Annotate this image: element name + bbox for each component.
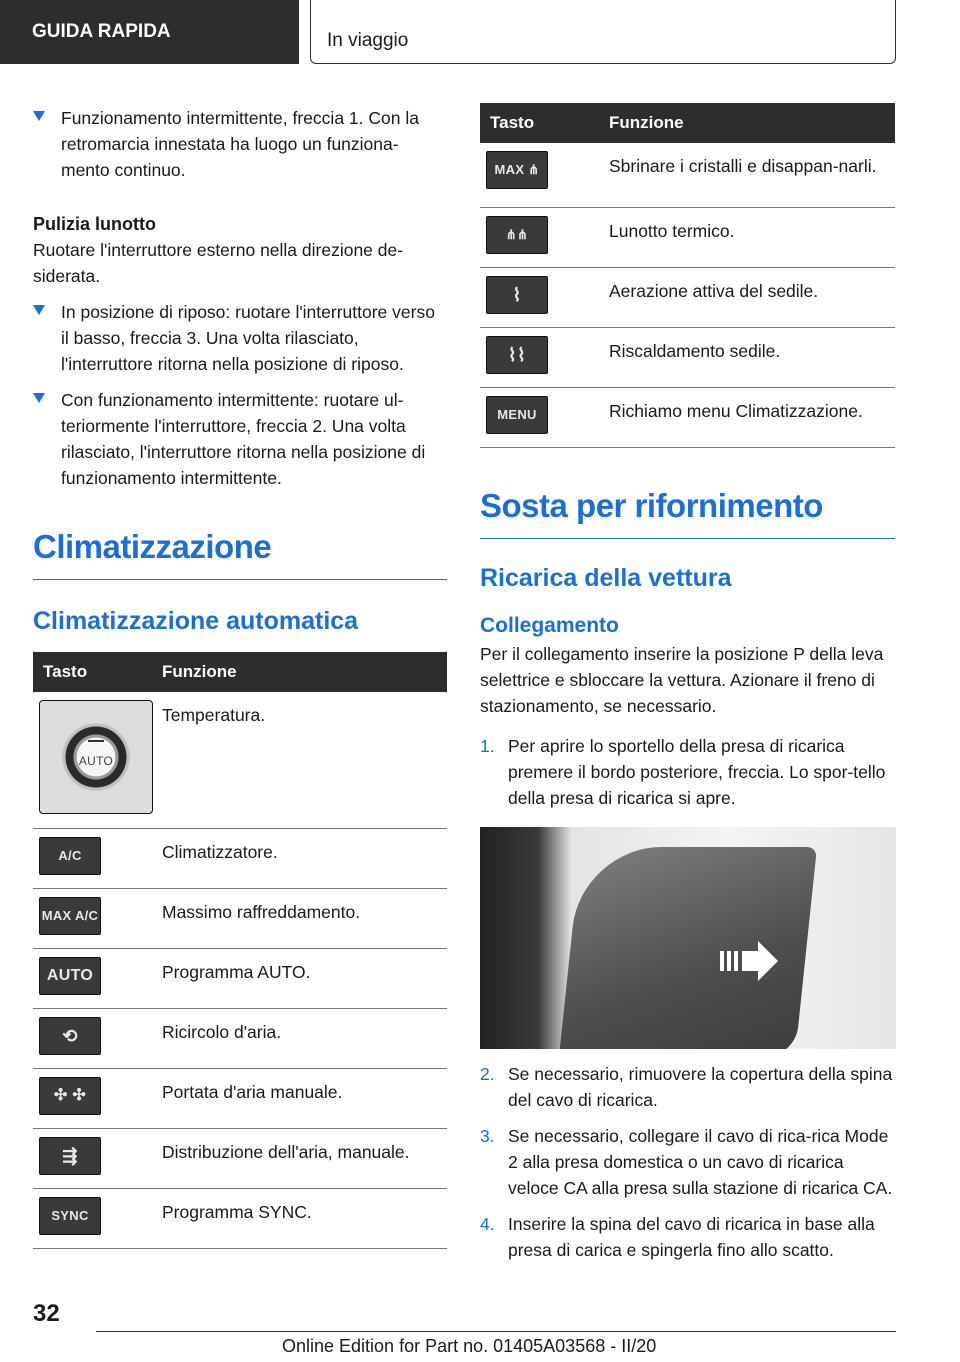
bullet-triangle-icon (33, 305, 45, 315)
bullet-text: Con funzionamento intermittente: ruotare ul‐teriormente l'interruttore, freccia 2. Una volta rilasciato, l'interruttore ritorna nella posizione di funzionamento intermittente. (61, 390, 426, 488)
fan-key-icon: ✣ ✣ (39, 1077, 101, 1115)
table-row (33, 888, 447, 948)
table-row (480, 267, 895, 327)
recirculation-key-icon: ⟲ (39, 1017, 101, 1055)
table-header-key: Tasto (33, 652, 155, 692)
list-item (480, 1123, 895, 1201)
step-number: 3. (480, 1125, 495, 1146)
step-number: 2. (480, 1063, 495, 1084)
table-cell: Lunotto termico. (602, 207, 895, 267)
list-item (33, 387, 447, 491)
table-row (480, 207, 895, 267)
header-section-label: GUIDA RAPIDA (32, 21, 171, 42)
bullet-triangle-icon (33, 111, 45, 121)
table-cell: Sbrinare i cristalli e disappan‐narli. (602, 143, 895, 207)
list-item (480, 1061, 895, 1113)
left-column (33, 100, 447, 1249)
sync-key-icon: SYNC (39, 1197, 101, 1235)
table-row (33, 948, 447, 1008)
bullet-text: In posizione di riposo: ruotare l'interruttore verso il basso, freccia 3. Una volta rilasciato, l'interruttore ritorna nella posizione di riposo. (61, 302, 435, 374)
seat-ventilation-key-icon: ⌇ (486, 276, 548, 314)
table-cell: Climatizzatore. (155, 828, 447, 888)
table-row (33, 1008, 447, 1068)
table-cell: Programma AUTO. (155, 948, 447, 1008)
table-cell: Ricircolo d'aria. (155, 1008, 447, 1068)
chapter-heading: Climatizzazione (33, 525, 447, 580)
table-row (33, 1128, 447, 1188)
page-number: 32 (33, 1300, 60, 1327)
header-section-tab (0, 0, 299, 64)
bullet-triangle-icon (33, 393, 45, 403)
step-number: 1. (480, 735, 495, 756)
right-column (480, 103, 895, 1273)
paragraph: Ruotare l'interruttore esterno nella direzione de‐siderata. (33, 240, 404, 286)
header-chapter-tab (310, 0, 896, 64)
climate-keys-table (33, 652, 447, 1249)
max-ac-key-icon: MAX A/C (39, 897, 101, 935)
list-item (480, 1211, 895, 1263)
list-item (480, 733, 895, 811)
air-distribution-key-icon: ⇶ (39, 1137, 101, 1175)
table-row (33, 692, 447, 828)
table-row (480, 327, 895, 387)
max-defrost-key-icon: MAX ⋔ (486, 151, 548, 189)
menu-key-icon: MENU (486, 396, 548, 434)
list-item (33, 299, 447, 377)
step-text: Inserire la spina del cavo di ricarica in base alla presa di carica e spingerla fino allo scatto. (508, 1213, 875, 1260)
section-subheading: Pulizia lunotto (33, 214, 156, 234)
climate-keys-table-2 (480, 103, 895, 448)
chapter-heading: Sosta per rifornimento (480, 484, 895, 539)
paragraph: Per il collegamento inserire la posizione P della leva selettrice e sbloccare la vettura. Azionare il freno di stazionamento, se necessario. (480, 643, 884, 716)
table-cell: Temperatura. (155, 692, 447, 828)
footer-edition: Online Edition for Part no. 01405A03568 - II/20 (282, 1336, 657, 1356)
temperature-knob-icon: AUTO (39, 700, 153, 814)
rear-window-heating-key-icon: ⋔⋔ (486, 216, 548, 254)
table-cell: Riscaldamento sedile. (602, 327, 895, 387)
section-heading: Ricarica della vettura (480, 563, 732, 592)
list-item (33, 105, 447, 183)
table-row (33, 1188, 447, 1248)
step-number: 4. (480, 1213, 495, 1234)
step-text: Per aprire lo sportello della presa di ricarica premere il bordo posteriore, freccia. Lo spor‐tello della presa di ricarica si apre. (508, 735, 886, 808)
section-heading: Climatizzazione automatica (33, 607, 359, 635)
table-cell: Distribuzione dell'aria, manuale. (155, 1128, 447, 1188)
subsection-heading: Collegamento (480, 613, 619, 637)
footer-divider (96, 1331, 896, 1332)
table-header-key: Tasto (480, 103, 602, 143)
arrow-right-icon (720, 939, 780, 983)
header-chapter-label: In viaggio (327, 30, 409, 51)
bullet-text: Funzionamento intermittente, freccia 1. Con la retromarcia innestata ha luogo un funziona‐mento continuo. (61, 108, 419, 180)
charging-flap-photo (480, 827, 896, 1049)
step-text: Se necessario, rimuovere la copertura della spina del cavo di ricarica. (508, 1063, 893, 1110)
table-row (33, 828, 447, 888)
table-row (33, 1068, 447, 1128)
ac-key-icon: A/C (39, 837, 101, 875)
table-header-function: Funzione (155, 652, 447, 692)
seat-heating-key-icon: ⌇⌇ (486, 336, 548, 374)
table-row (480, 387, 895, 447)
table-cell: Richiamo menu Climatizzazione. (602, 387, 895, 447)
auto-key-icon: AUTO (39, 957, 101, 995)
table-cell: Portata d'aria manuale. (155, 1068, 447, 1128)
table-cell: Aerazione attiva del sedile. (602, 267, 895, 327)
step-text: Se necessario, collegare il cavo di rica‐rica Mode 2 alla presa domestica o un cavo di ricarica veloce CA alla presa sulla stazione di ricarica CA. (508, 1125, 893, 1198)
table-cell: Massimo raffreddamento. (155, 888, 447, 948)
table-header-function: Funzione (602, 103, 895, 143)
table-cell: Programma SYNC. (155, 1188, 447, 1248)
table-row (480, 143, 895, 207)
